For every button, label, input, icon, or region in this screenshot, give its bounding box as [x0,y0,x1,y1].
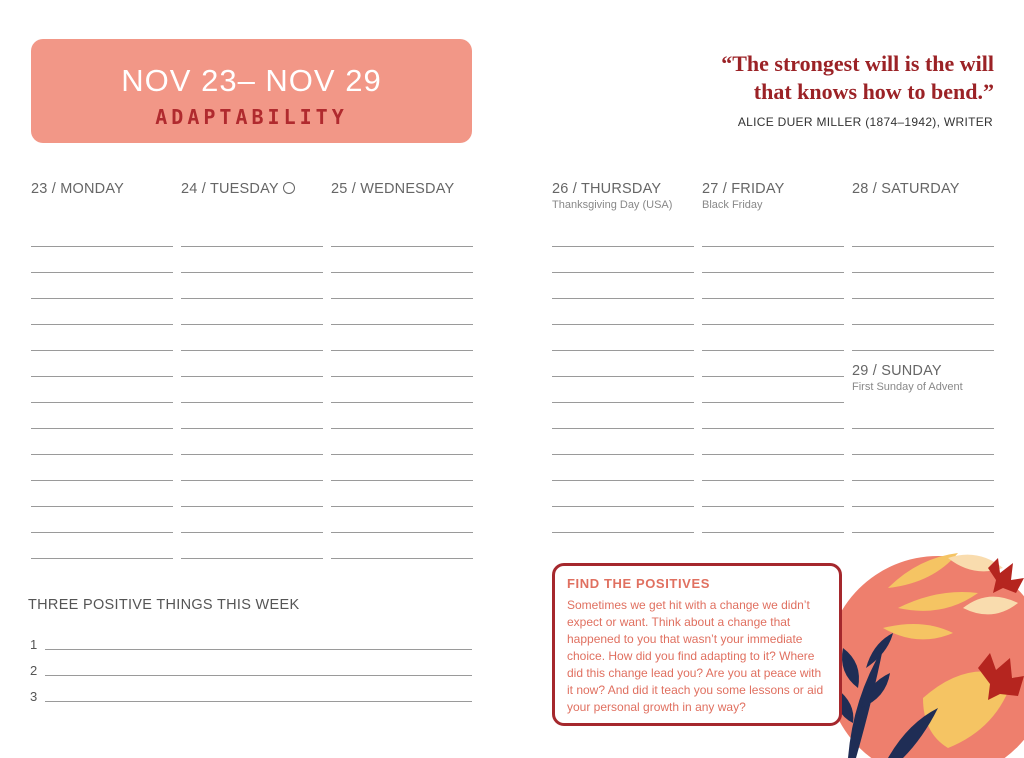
writing-line[interactable] [31,246,173,247]
writing-line[interactable] [331,402,473,403]
writing-line[interactable] [702,350,844,351]
writing-line[interactable] [702,298,844,299]
writing-line[interactable] [852,480,994,481]
writing-line[interactable] [31,480,173,481]
writing-line[interactable] [852,428,994,429]
writing-line[interactable] [31,558,173,559]
day-sunday [852,363,994,393]
writing-line[interactable] [331,298,473,299]
writing-line[interactable] [31,298,173,299]
day-saturday [852,181,994,197]
writing-line[interactable] [331,558,473,559]
writing-line[interactable] [552,532,694,533]
writing-line[interactable] [31,428,173,429]
writing-line[interactable] [31,324,173,325]
writing-line[interactable] [331,376,473,377]
writing-line [45,649,472,650]
writing-line[interactable] [702,246,844,247]
day-label: 25 / WEDNESDAY [331,181,455,197]
writing-line[interactable] [852,454,994,455]
day-tuesday [181,181,323,197]
writing-line[interactable] [181,272,323,273]
writing-line[interactable] [181,350,323,351]
writing-line[interactable] [852,298,994,299]
day-label: 23 / MONDAY [31,181,124,197]
week-theme: ADAPTABILITY [155,105,348,129]
quote-line-1: “The strongest will is the will [721,51,994,76]
writing-line[interactable] [702,532,844,533]
day-note: First Sunday of Advent [852,381,963,393]
writing-line[interactable] [702,506,844,507]
writing-line[interactable] [552,402,694,403]
writing-line [45,701,472,702]
writing-line[interactable] [702,272,844,273]
writing-line[interactable] [181,324,323,325]
writing-line[interactable] [31,402,173,403]
writing-line[interactable] [552,376,694,377]
writing-line[interactable] [331,428,473,429]
day-label: 26 / THURSDAY [552,181,662,197]
writing-line[interactable] [552,324,694,325]
writing-line[interactable] [31,454,173,455]
entry-number: 3 [30,689,38,704]
day-note: Thanksgiving Day (USA) [552,199,673,211]
writing-line[interactable] [702,480,844,481]
find-positives-box [552,563,842,726]
writing-line[interactable] [852,246,994,247]
writing-line[interactable] [331,454,473,455]
writing-line[interactable] [331,480,473,481]
entry-number: 1 [30,637,38,652]
writing-line[interactable] [31,350,173,351]
writing-line[interactable] [181,246,323,247]
leaves-illustration [828,548,1024,758]
writing-line[interactable] [702,454,844,455]
writing-line[interactable] [331,506,473,507]
writing-line[interactable] [181,532,323,533]
week-header [31,39,472,143]
day-thursday [552,181,694,211]
writing-line[interactable] [552,480,694,481]
day-monday [31,181,173,197]
writing-line[interactable] [181,506,323,507]
writing-line[interactable] [31,376,173,377]
find-positives-text: Sometimes we get hit with a change we didn’t expect or want. Think about a change that happened to you that wasn’t your immediate choice. How did you find adapting to it? Where did this change lead you? Are you at peace with it now? And did it teach you some lessons or aid your personal growth in any way? [567,598,824,714]
writing-line[interactable] [181,558,323,559]
writing-line[interactable] [702,324,844,325]
writing-line[interactable] [331,246,473,247]
writing-line[interactable] [852,272,994,273]
writing-line[interactable] [552,246,694,247]
writing-line[interactable] [181,402,323,403]
week-range-title: NOV 23– NOV 29 [121,63,382,98]
writing-line[interactable] [552,454,694,455]
writing-line[interactable] [702,428,844,429]
writing-line[interactable] [181,428,323,429]
day-note: Black Friday [702,199,763,211]
writing-line[interactable] [31,532,173,533]
writing-line[interactable] [702,376,844,377]
positive-entry[interactable] [30,663,472,683]
day-label: 28 / SATURDAY [852,181,960,197]
writing-line[interactable] [181,454,323,455]
writing-line[interactable] [331,272,473,273]
day-label: 24 / TUESDAY [181,181,279,197]
writing-line[interactable] [181,480,323,481]
writing-line[interactable] [181,376,323,377]
positive-things-title: THREE POSITIVE THINGS THIS WEEK [28,597,300,613]
writing-line[interactable] [702,402,844,403]
entry-number: 2 [30,663,38,678]
writing-line[interactable] [852,324,994,325]
quote-author: ALICE DUER MILLER (1874–1942), WRITER [737,115,993,129]
writing-line [45,675,472,676]
day-friday [702,181,844,211]
day-label: 27 / FRIDAY [702,181,785,197]
writing-line[interactable] [552,428,694,429]
writing-line[interactable] [331,532,473,533]
writing-line[interactable] [552,298,694,299]
quote [721,50,994,106]
writing-line[interactable] [852,350,994,351]
day-wednesday [331,181,473,197]
writing-line[interactable] [31,506,173,507]
writing-line[interactable] [552,350,694,351]
writing-line[interactable] [552,506,694,507]
writing-line[interactable] [181,298,323,299]
writing-line[interactable] [552,272,694,273]
writing-line[interactable] [331,324,473,325]
writing-line[interactable] [852,506,994,507]
day-label: 29 / SUNDAY [852,363,942,379]
positive-entry[interactable] [30,637,472,657]
quote-line-2: that knows how to bend.” [753,79,994,104]
moon-phase-icon [283,182,295,194]
day-label-row [181,181,323,197]
writing-line[interactable] [852,532,994,533]
writing-line[interactable] [31,272,173,273]
writing-line[interactable] [331,350,473,351]
find-positives-heading: FIND THE POSITIVES [567,576,710,591]
positive-entry[interactable] [30,689,472,709]
